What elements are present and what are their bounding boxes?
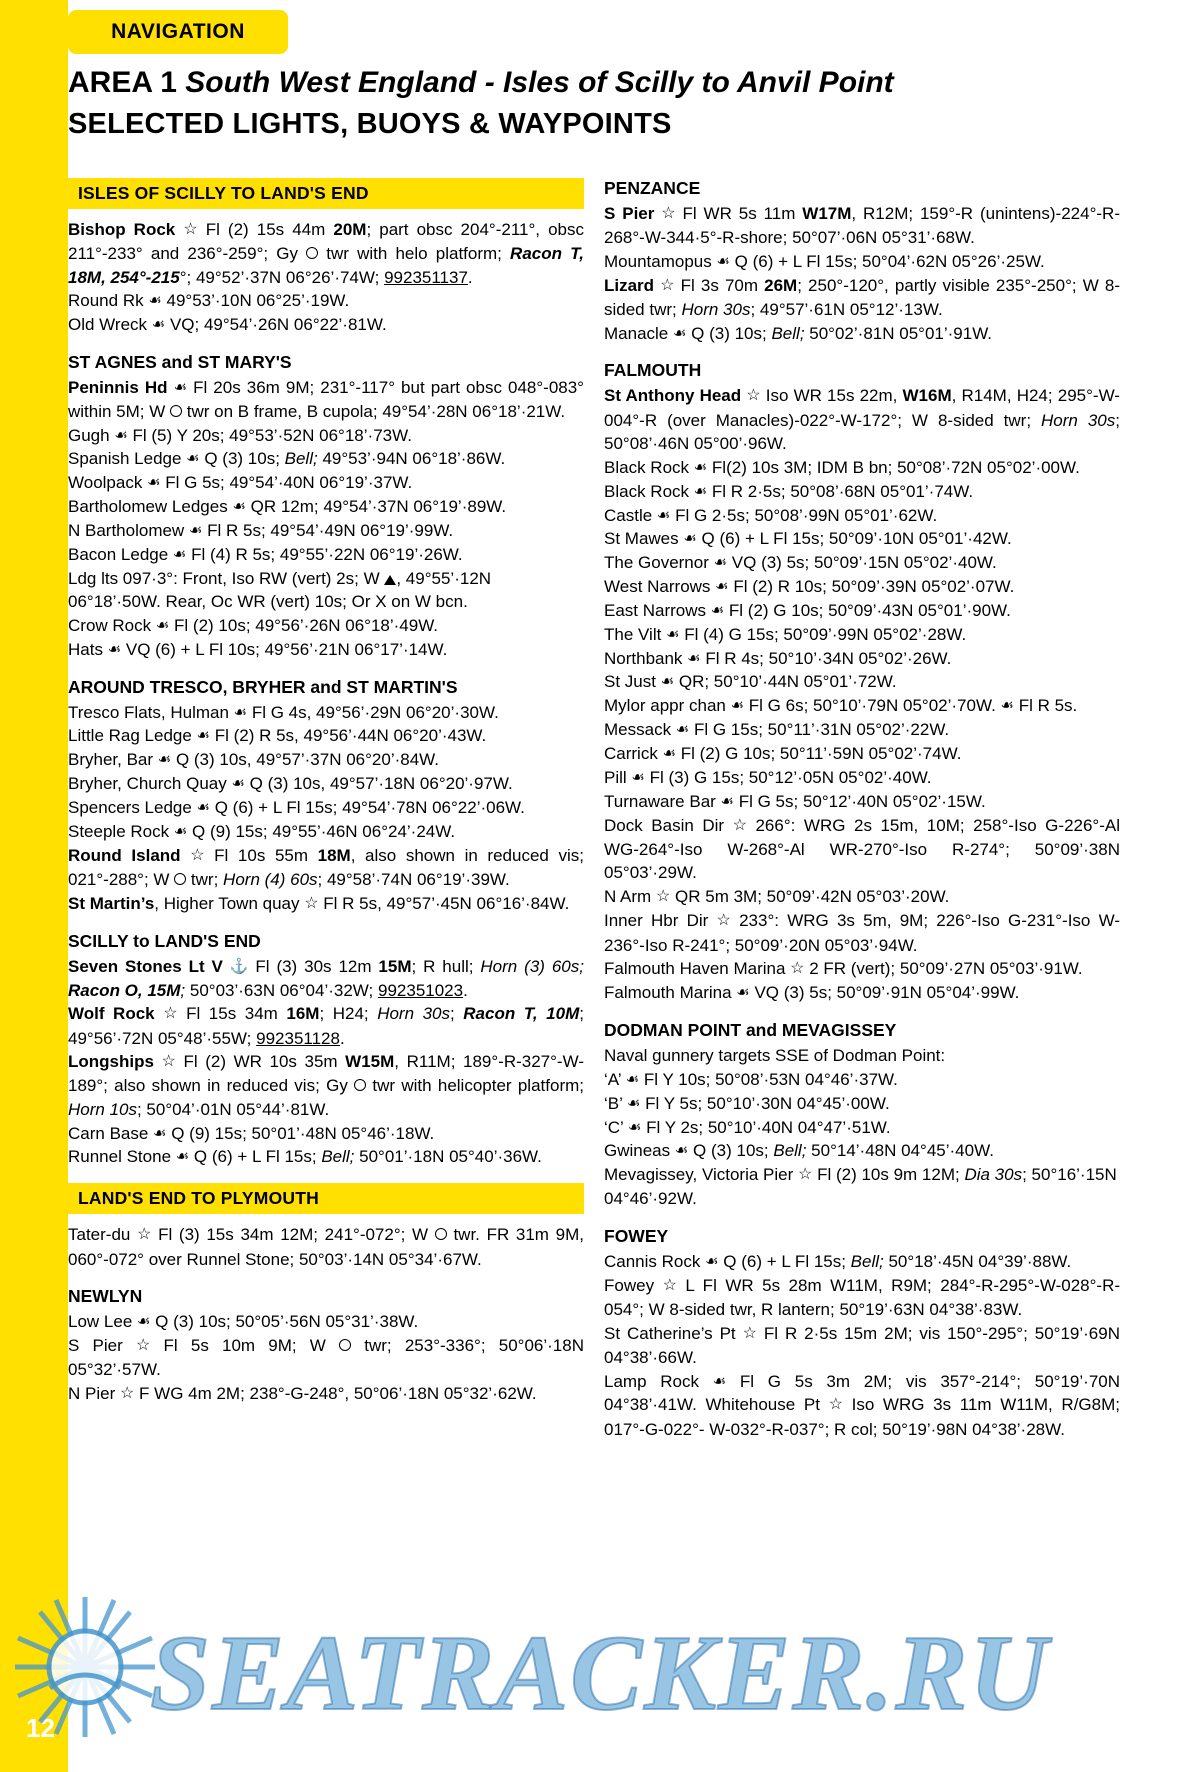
light-entry: Spanish Ledge ☙ Q (3) 10s; Bell; 49°53’·94N 06°18’·86W. [68, 449, 506, 469]
right-column [604, 178, 1120, 1441]
light-entry: St Just ☙ QR; 50°10’·44N 05°01’·72W. [604, 672, 897, 692]
light-entry: Northbank ☙ Fl R 4s; 50°10’·34N 05°02’·26W. [604, 648, 952, 668]
light-entry: Hats ☙ VQ (6) + L Fl 10s; 49°56’·21N 06°17’·14W. [68, 639, 448, 659]
light-entry: Turnaware Bar ☙ Fl G 5s; 50°12’·40N 05°02’·15W. [604, 791, 986, 811]
light-entry: St Martin’s, Higher Town quay ☆ Fl R 5s, 49°57’·45N 06°16’·84W. [68, 893, 570, 913]
light-entry: St Catherine’s Pt ☆ Fl R 2·5s 15m 2M; vis 150°-295°; 50°19’·69N 04°38’·66W. [604, 1323, 1120, 1367]
entry-group-penzance [604, 202, 1120, 345]
light-entry: Falmouth Marina ☙ VQ (3) 5s; 50°09’·91N 05°04’·99W. [604, 983, 1020, 1003]
light-entry: N Pier ☆ F WG 4m 2M; 238°-G-248°, 50°06’·18N 05°32’·62W. [68, 1383, 537, 1403]
light-entry: ‘A’ ☙ Fl Y 10s; 50°08’·53N 04°46’·37W. [604, 1069, 898, 1089]
section-bar-lands-end-to-plymouth: LAND'S END TO PLYMOUTH [68, 1183, 584, 1214]
light-entry: ‘C’ ☙ Fl Y 2s; 50°10’·40N 04°47’·51W. [604, 1117, 891, 1137]
light-entry: Messack ☙ Fl G 15s; 50°11’·31N 05°02’·22W. [604, 720, 950, 740]
entry-group-bishop-rock [68, 218, 584, 337]
light-entry: The Vilt ☙ Fl (4) G 15s; 50°09’·99N 05°02’·28W. [604, 624, 967, 644]
entry-group-newlyn [68, 1310, 584, 1406]
light-entry: Black Rock ☙ Fl R 2·5s; 50°08’·68N 05°01’·74W. [604, 481, 974, 501]
light-entry: Woolpack ☙ Fl G 5s; 49°54’·40N 06°19’·37W. [68, 473, 413, 493]
light-entry: Castle ☙ Fl G 2·5s; 50°08’·99N 05°01’·62W. [604, 505, 938, 525]
entry-group-scilly-lands-end [68, 955, 584, 1170]
light-entry: Crow Rock ☙ Fl (2) 10s; 49°56’·26N 06°18’·49W. [68, 615, 439, 635]
light-entry: Inner Hbr Dir ☆ 233°: WRG 3s 5m, 9M; 226°-Iso G-231°-Iso W-236°-Iso R-241°; 50°09’·20N 05°03’·94W. [604, 911, 1120, 955]
subsection-falmouth: FALMOUTH [604, 360, 702, 381]
light-entry: Gugh ☙ Fl (5) Y 20s; 49°53’·52N 06°18’·73W. [68, 425, 412, 445]
light-entry: Steeple Rock ☙ Q (9) 15s; 49°55’·46N 06°24’·24W. [68, 821, 456, 841]
light-entry: Carn Base ☙ Q (9) 15s; 50°01’·48N 05°46’·18W. [68, 1123, 435, 1143]
light-entry: Fowey ☆ L Fl WR 5s 28m W11M, R9M; 284°-R-295°-W-028°-R-054°; W 8-sided twr, R lantern; 50°19’·63N 04°38’·83W. [604, 1275, 1121, 1320]
light-entry: Carrick ☙ Fl (2) G 10s; 50°11’·59N 05°02’·74W. [604, 744, 962, 764]
light-entry: Round Island ☆ Fl 10s 55m 18M, also shown in reduced vis; 021°-288°; W twr; Horn (4) 60s; 49°58’·74N 06°19’·39W. [68, 845, 584, 889]
page-title: SELECTED LIGHTS, BUOYS & WAYPOINTS [68, 108, 672, 140]
light-entry: Seven Stones Lt V ⚓ Fl (3) 30s 12m 15M; R hull; Horn (3) 60s; Racon O, 15M; 50°03’·63N 06°04’·32W; 992351023. [68, 956, 584, 1000]
subsection-fowey: FOWEY [604, 1226, 669, 1247]
entry-group-falmouth [604, 384, 1120, 1005]
entry-group-dodman [604, 1044, 1120, 1211]
light-entry: Low Lee ☙ Q (3) 10s; 50°05’·56N 05°31’·38W. [68, 1312, 419, 1332]
light-entry: Round Rk ☙ 49°53’·10N 06°25’·19W. [68, 291, 350, 311]
light-entry: St Mawes ☙ Q (6) + L Fl 15s; 50°09’·10N 05°01’·42W. [604, 529, 1012, 549]
light-entry: Bishop Rock ☆ Fl (2) 15s 44m 20M; part obsc 204°-211°, obsc 211°-233° and 236°-259°; Gy twr with helo platform; Racon T, 18M, 254°-215°; 49°52’·37N 06°26’·74W; 992351137. [68, 220, 584, 287]
subsection-penzance: PENZANCE [604, 178, 701, 198]
subsection-dodman-point: DODMAN POINT and MEVAGISSEY [604, 1020, 897, 1041]
light-entry: Little Rag Ledge ☙ Fl (2) R 5s, 49°56’·44N 06°20’·43W. [68, 726, 487, 746]
section-bar-isles-of-scilly: ISLES OF SCILLY TO LAND'S END [68, 178, 584, 209]
light-entry: Bacon Ledge ☙ Fl (4) R 5s; 49°55’·22N 06°19’·26W. [68, 544, 463, 564]
left-column [68, 178, 584, 1406]
light-entry: Lizard ☆ Fl 3s 70m 26M; 250°-120°, partly visible 235°-250°; W 8-sided twr; Horn 30s; 49°57’·61N 05°12’·13W. [604, 275, 1120, 319]
light-entry: Black Rock ☙ Fl(2) 10s 3M; IDM B bn; 50°08’·72N 05°02’·00W. [604, 457, 1080, 477]
navigation-tab-label: NAVIGATION [111, 20, 245, 43]
light-entry: Bartholomew Ledges ☙ QR 12m; 49°54’·37N 06°19’·89W. [68, 497, 507, 517]
light-entry: The Governor ☙ VQ (3) 5s; 50°09’·15N 05°02’·40W. [604, 553, 997, 573]
page-spine [0, 0, 68, 1772]
light-entry: Ldg lts 097·3°: Front, Iso RW (vert) 2s; W , 49°55’·12N 06°18’·50W. Rear, Oc WR (vert) 10s; Or X on W bcn. [68, 568, 492, 612]
light-entry: Naval gunnery targets SSE of Dodman Point: [604, 1046, 946, 1066]
subsection-st-agnes: ST AGNES and ST MARY'S [68, 352, 292, 373]
light-entry: Lamp Rock ☙ Fl G 5s 3m 2M; vis 357°-214°; 50°19’·70N 04°38’·41W. Whitehouse Pt ☆ Iso WRG 3s 11m W11M, R/G8M; 017°-G-022°- W-032°-R-037°; R col; 50°19’·98N 04°38’·28W. [604, 1371, 1121, 1439]
light-entry: Bryher, Bar ☙ Q (3) 10s, 49°57’·37N 06°20’·84W. [68, 750, 440, 770]
entry-group-fowey [604, 1250, 1120, 1441]
navigation-tab [68, 10, 288, 54]
area-subtitle: South West England - Isles of Scilly to Anvil Point [185, 66, 894, 99]
light-entry: ‘B’ ☙ Fl Y 5s; 50°10’·30N 04°45’·00W. [604, 1093, 890, 1113]
light-entry: St Anthony Head ☆ Iso WR 15s 22m, W16M, R14M, H24; 295°-W-004°-R (over Manacles)-022°-W-172°; W 8-sided twr; Horn 30s; 50°08’·46N 05°00’·96W. [604, 386, 1120, 454]
page-number: 12 [26, 1713, 55, 1743]
two-column-body [68, 178, 1158, 1678]
light-entry: S Pier ☆ Fl WR 5s 11m W17M, R12M; 159°-R (unintens)-224°-R-268°-W-344·5°-R-shore; 50°07’·06N 05°31’·68W. [604, 204, 1120, 248]
light-entry: Dock Basin Dir ☆ 266°: WRG 2s 15m, 10M; 258°-Iso G-226°-Al WG-264°-Iso W-268°-Al WR-270°-Iso R-274°; 50°09’·38N 05°03’·29W. [604, 815, 1121, 883]
entry-group-st-agnes [68, 376, 584, 661]
light-entry: Runnel Stone ☙ Q (6) + L Fl 15s; Bell; 50°01’·18N 05°40’·36W. [68, 1147, 542, 1167]
area-number: AREA 1 [68, 66, 177, 99]
light-entry: Old Wreck ☙ VQ; 49°54’·26N 06°22’·81W. [68, 315, 387, 335]
light-entry: Tater-du ☆ Fl (3) 15s 34m 12M; 241°-072°; W twr. FR 31m 9M, 060°-072° over Runnel Stone; 50°03’·14N 05°34’·67W. [68, 1225, 584, 1269]
subsection-tresco-bryher: AROUND TRESCO, BRYHER and ST MARTIN'S [68, 676, 458, 697]
light-entry: N Arm ☆ QR 5m 3M; 50°09’·42N 05°03’·20W. [604, 887, 950, 907]
light-entry: Peninnis Hd ☙ Fl 20s 36m 9M; 231°-117° but part obsc 048°-083° within 5M; W twr on B frame, B cupola; 49°54’·28N 06°18’·21W. [68, 378, 584, 422]
light-entry: Tresco Flats, Hulman ☙ Fl G 4s, 49°56’·29N 06°20’·30W. [68, 702, 499, 722]
light-entry: Falmouth Haven Marina ☆ 2 FR (vert); 50°09’·27N 05°03’·91W. [604, 959, 1083, 979]
light-entry: Pill ☙ Fl (3) G 15s; 50°12’·05N 05°02’·40W. [604, 767, 932, 787]
watermark-text: SEATRACKER.RU [150, 1614, 1050, 1733]
light-entry: East Narrows ☙ Fl (2) G 10s; 50°09’·43N 05°01’·90W. [604, 600, 1011, 620]
entry-group-tresco [68, 701, 584, 916]
light-entry: Manacle ☙ Q (3) 10s; Bell; 50°02’·81N 05°01’·91W. [604, 323, 993, 343]
light-entry: Bryher, Church Quay ☙ Q (3) 10s, 49°57’·18N 06°20’·97W. [68, 774, 513, 794]
subsection-scilly-to-lands-end: SCILLY to LAND'S END [68, 930, 261, 951]
light-entry: West Narrows ☙ Fl (2) R 10s; 50°09’·39N 05°02’·07W. [604, 577, 1015, 597]
light-entry: Wolf Rock ☆ Fl 15s 34m 16M; H24; Horn 30s; Racon T, 10M; 49°56’·72N 05°48’·55W; 992351128. [68, 1004, 584, 1048]
light-entry: Longships ☆ Fl (2) WR 10s 35m W15M, R11M; 189°-R-327°-W- 189°; also shown in reduced vis; Gy twr with helicopter platform; Horn 10s; 50°04’·01N 05°44’·81W. [68, 1052, 584, 1119]
light-entry: N Bartholomew ☙ Fl R 5s; 49°54’·49N 06°19’·99W. [68, 521, 454, 541]
light-entry: Mevagissey, Victoria Pier ☆ Fl (2) 10s 9m 12M; Dia 30s; 50°16’·15N 04°46’·92W. [604, 1165, 1117, 1209]
light-entry: Mountamopus ☙ Q (6) + L Fl 15s; 50°04’·62N 05°26’·25W. [604, 251, 1045, 271]
light-entry: Cannis Rock ☙ Q (6) + L Fl 15s; Bell; 50°18’·45N 04°39’·88W. [604, 1252, 1072, 1272]
light-entry: Spencers Ledge ☙ Q (6) + L Fl 15s; 49°54’·78N 06°22’·06W. [68, 798, 525, 818]
subsection-newlyn: NEWLYN [68, 1286, 143, 1307]
light-entry: Mylor appr chan ☙ Fl G 6s; 50°10’·79N 05°02’·70W. ☙ Fl R 5s. [604, 696, 1078, 716]
light-entry: S Pier ☆ Fl 5s 10m 9M; W twr; 253°-336°; 50°06’·18N 05°32’·57W. [68, 1336, 584, 1380]
light-entry: Gwineas ☙ Q (3) 10s; Bell; 50°14’·48N 04°45’·40W. [604, 1141, 994, 1161]
area-heading [68, 66, 1098, 100]
